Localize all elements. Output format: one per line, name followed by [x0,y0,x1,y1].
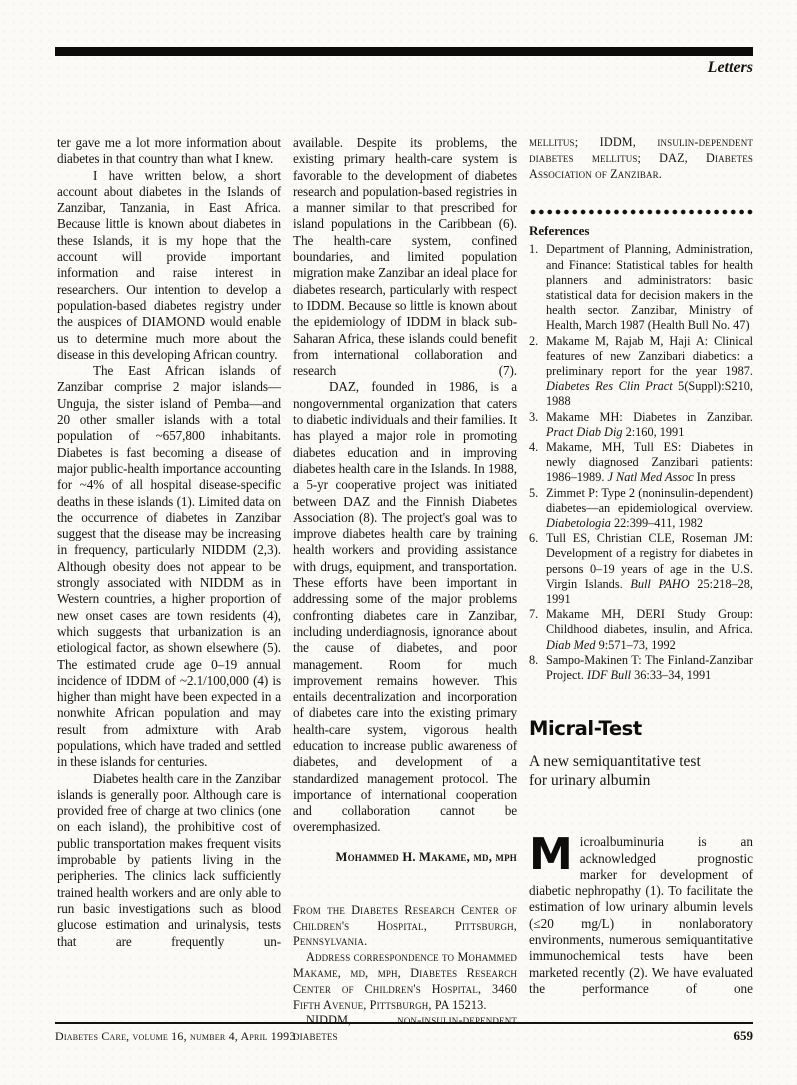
reference-citation: Department of Planning, Administration, and Finance: Statistical tables for health planners and administrators: basic statistical data for decision makers in the health sector. Zanzibar, Ministry of Health, March 1987 (Health Bull No. 47) [546,242,753,333]
reference-number: 1. [529,242,539,257]
reference-item [529,334,753,410]
abbreviation-line: NIDDM, non-insulin-dependent diabetes [293,1013,517,1044]
reference-pages: 25:218–28, 1991 [546,576,753,607]
reference-text [546,486,753,532]
reference-journal: Diabetes Res Clin Pract [546,379,673,394]
letter1-paragraph: available. Despite its problems, the existing primary health-care system is favorable to the development of diabetes research and population-based registries in a manner similar to that prescribed for island populations in the Caribbean (6). The health-care system, confined boundaries, and limited population migration make Zanzibar an ideal place for diabetes research, particularly with respect to IDDM. Because so little is known about the epidemiology of IDDM in black sub-Saharan Africa, these islands could benefit from international collaboration and research (7). [293,135,517,379]
reference-pages: 22:399–411, 1982 [610,516,704,531]
reference-text [546,607,753,653]
reference-text [546,440,753,486]
letter2-paragraph-text: icroalbuminuria is an acknowledged prognostic marker for development of diabetic nephropathy (1). To facilitate the estimation of low urinary albumin levels (≤20 mg/L) in nonlaboratory environments, numerous semiquantitative immunochemical tests have been marketed recently (2). We have evaluated the performance of one [529,834,753,996]
reference-journal: IDF Bull [586,668,632,683]
dotted-separator [529,208,753,216]
reference-pages: In press [693,470,736,485]
letter1-paragraph: The East African islands of Zanzibar comprise 2 major islands—Unguja, the sister island of Pemba—and 20 other smaller islands with a total population of ~657,800 inhabitants. Diabetes is fast becoming a disease of major public-health importance accounting for ~4% of all hospital disease-specific deaths in these islands (1). Limited data on the occurrence of diabetes in Zanzibar suggest that the disease may be increasing in frequency, particularly NIDDM (2,3). Although obesity does not appear to be strongly associated with NIDDM as in Western countries, a higher proportion of new onset cases are town residents (4), which suggests that urbanization is an etiological factor, as shown elsewhere (5). The estimated crude age 0–19 annual incidence of IDDM of ~2.1/100,000 (4) is higher than might have been expected in a nonwhite African population and may result from admixture with Arab populations, which have traded and settled in these islands for centuries. [57,363,281,770]
column-2 [293,135,517,1045]
reference-journal: Bull PAHO [630,576,690,591]
reference-item [529,410,753,440]
reference-number: 2. [529,333,539,348]
reference-pages: 2:160, 1991 [622,424,685,439]
letter1-paragraph: I have written below, a short account about diabetes in the Islands of Zanzibar, Tanzania, in East Africa. Because little is known about diabetes in these Islands, it is my hope that the account will provide important information and raise interest in researchers. Our intention to develop a population-based diabetes registry under the auspices of DIAMOND would enable us to determine much more about the disease in this developing African country. [57,167,281,362]
letter2-opening [529,829,753,997]
letter1-paragraph: Diabetes health care in the Zanzibar islands is generally poor. Although care is provided free of charge at two clinics (one on each island), the prohibitive cost of public transportation makes frequent visits improbable by patients living in the peripheries. The clinics lack sufficiently trained health workers and are only able to run basic investigations such as blood glucose estimation and urinalysis, tests that are frequently un- [57,770,281,949]
reference-pages: 5(Suppl):S210, 1988 [546,379,753,409]
letter1-paragraph: ter gave me a lot more information about diabetes in that country than what I knew. [57,135,281,167]
reference-pages: 36:33–34, 1991 [631,668,712,683]
reference-citation: Makame MH, DERI Study Group: Childhood diabetes, insulin, and Africa. [546,607,753,637]
affiliation-line: From the Diabetes Research Center of Children's Hospital, Pittsburgh, Pennsylvania. [293,902,517,949]
page-footer [55,1022,753,1044]
reference-number: 4. [529,440,539,455]
reference-pages: 9:571–73, 1992 [595,637,676,652]
reference-citation: Makame, MH, Tull ES: Diabetes in newly diagnosed Zanzibari patients: 1986–1989. [546,440,753,485]
reference-text [546,410,753,440]
reference-journal: Pract Diab Dig [546,424,623,439]
reference-number: 7. [529,607,539,622]
reference-text [546,531,753,607]
references-heading: References [529,223,590,239]
footer-page-number: 659 [733,1028,753,1043]
section-label-letters: Letters [707,59,753,76]
reference-item [529,242,753,333]
top-rule-bar [55,47,753,56]
column-3 [529,135,753,1045]
reference-journal: J Natl Med Assoc [607,470,694,485]
reference-citation: Sampo-Makinen T: The Finland-Zanzibar Project. [546,652,753,683]
letter2-title: Micral-Test [529,717,642,741]
letter1-paragraph: DAZ, founded in 1986, is a nongovernmental organization that caters to diabetic individuals and their families. It has played a major role in promoting diabetes education and in improving diabetes health care in the Islands. In 1988, a 5-yr cooperative project was initiated between DAZ and the Finnish Diabetes Association (8). The project's goal was to improve diabetes health care by training health workers and providing assistance with drugs, equipment, and transportation. These efforts have been important in addressing some of the major problems confronting diabetes care in Zanzibar, including underdiagnosis, ignorance about the cause of diabetes, and poor management. Room for much improvement remains however. This entails decentralization and incorporation of diabetes care into the existing primary health-care system, vigorous health education to increase public awareness of diabetes, and development of a standardized management protocol. The importance of international cooperation and collaboration cannot be overemphasized. [293,379,517,835]
reference-citation: Makame M, Rajab M, Haji A: Clinical features of new Zanzibari diabetics: a preliminary report for the year 1987. [546,333,753,379]
reference-number: 6. [529,531,539,546]
reference-number: 8. [529,652,539,667]
letter2-subtitle: A new semiquantitative test for urinary albumin [529,753,701,790]
reference-text [546,242,753,333]
reference-item [529,440,753,486]
letter2-paragraph [529,829,753,997]
reference-number: 3. [529,409,539,424]
reference-text [546,334,753,410]
reference-item [529,653,753,683]
footer-journal-line: Diabetes Care, volume 16, number 4, April 1993 [55,1029,296,1043]
dropcap-letter: M [529,829,573,881]
reference-item [529,531,753,607]
reference-text [546,653,753,683]
reference-citation: Zimmet P: Type 2 (noninsulin-dependent) diabetes—an epidemiological overview. [546,485,753,515]
abbreviation-continuation: mellitus; IDDM, insulin-dependent diabetes mellitus; DAZ, Diabetes Association of Zanzibar. [529,135,753,181]
reference-number: 5. [529,485,539,500]
reference-journal: Diab Med [546,637,596,652]
reference-item [529,607,753,653]
column-1 [57,135,281,1045]
reference-journal: Diabetologia [546,516,611,531]
reference-citation: Makame MH: Diabetes in Zanzibar. [546,409,753,424]
correspondence-line: Address correspondence to Mohammed Makame, md, mph, Diabetes Research Center of Children's Hospital, 3460 Fifth Avenue, Pittsburgh, PA 15213. [293,950,517,1012]
reference-citation: Tull ES, Christian CLE, Roseman JM: Development of a registry for diabetes in persons 0–19 years of age in the U.S. Virgin Islands. [546,531,753,591]
author-signature: Mohammed H. Makame, md, mph [335,849,517,864]
reference-item [529,486,753,532]
three-column-layout [57,135,753,1045]
